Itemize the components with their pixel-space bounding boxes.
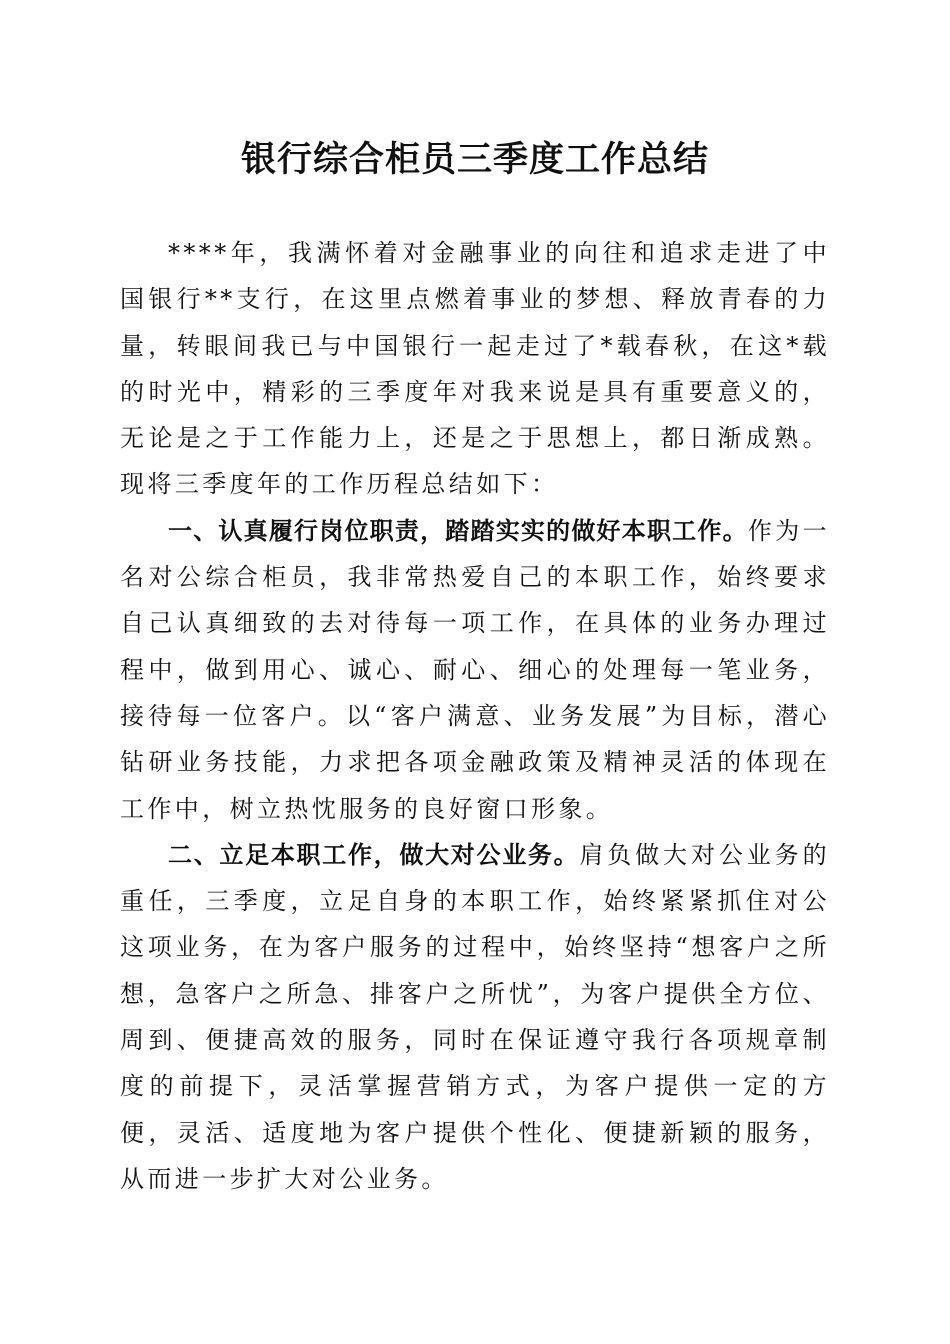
section-2-heading: 二、立足本职工作，做大对公业务。	[168, 840, 580, 869]
document-body	[120, 230, 830, 1202]
section-1-heading: 一、认真履行岗位职责，踏踏实实的做好本职工作。	[168, 516, 748, 545]
section-2-text: 肩负做大对公业务的重任，三季度，立足自身的本职工作，始终紧紧抓住对公这项业务，在为客户服务的过程中，始终坚持“想客户之所想，急客户之所急、排客户之所忧”，为客户提供全方位、周到、便捷高效的服务，同时在保证遵守我行各项规章制度的前提下，灵活掌握营销方式，为客户提供一定的方便，灵活、适度地为客户提供个性化、便捷新颖的服务，从而进一步扩大对公业务。	[120, 840, 830, 1193]
document-title: 银行综合柜员三季度工作总结	[240, 139, 709, 180]
section-1-paragraph	[120, 508, 830, 832]
intro-paragraph: ****年，我满怀着对金融事业的向往和追求走进了中国银行**支行，在这里点燃着事业的梦想、释放青春的力量，转眼间我已与中国银行一起走过了*载春秋，在这*载的时光中，精彩的三季度年对我来说是具有重要意义的，无论是之于工作能力上，还是之于思想上，都日渐成熟。现将三季度年的工作历程总结如下：	[120, 239, 830, 499]
section-2-paragraph	[120, 832, 830, 1202]
section-1-text: 作为一名对公综合柜员，我非常热爱自己的本职工作，始终要求自己认真细致的去对待每一项工作，在具体的业务办理过程中，做到用心、诚心、耐心、细心的处理每一笔业务，接待每一位客户。以“客户满意、业务发展”为目标，潜心钻研业务技能，力求把各项金融政策及精神灵活的体现在工作中，树立热忱服务的良好窗口形象。	[120, 516, 830, 823]
